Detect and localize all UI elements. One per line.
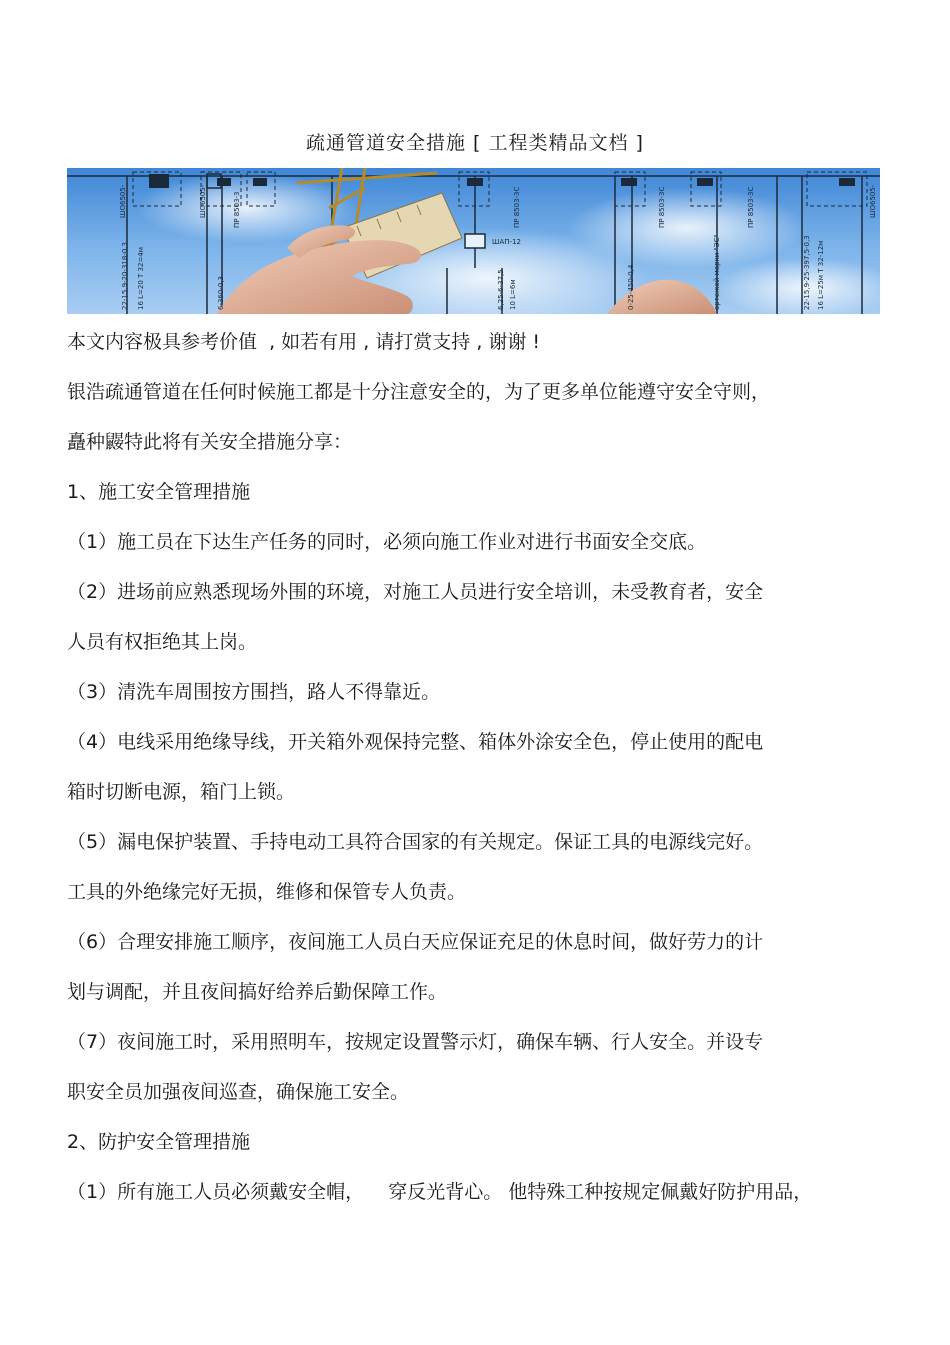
document-body bbox=[67, 326, 867, 1226]
blueprint-label: ПР 8503-3 bbox=[233, 191, 241, 228]
body-line: （7）夜间施工时，采用照明车，按规定设置警示灯，确保车辆、行人安全。并设专 bbox=[67, 1031, 764, 1053]
body-line: 人员有权拒绝其上岗。 bbox=[67, 631, 258, 653]
engineering-blueprint-image bbox=[67, 168, 880, 314]
banner-image bbox=[67, 168, 880, 314]
blueprint-label: ПР 8503-3С bbox=[658, 186, 666, 228]
body-line: （6）合理安排施工顺序，夜间施工人员白天应保证充足的休息时间，做好劳力的计 bbox=[67, 931, 764, 953]
blueprint-label: ШАП-12 bbox=[492, 238, 521, 246]
section-heading: 1、施工安全管理措施 bbox=[67, 481, 251, 503]
body-line: （2）进场前应熟悉现场外围的环境，对施工人员进行安全培训，未受教育者，安全 bbox=[67, 581, 764, 603]
blueprint-label: ШО6505- bbox=[199, 184, 207, 218]
blueprint-label: 0-25-450-0,4 bbox=[627, 264, 635, 310]
body-line: （3）清洗车周围按方围挡，路人不得靠近。 bbox=[67, 681, 441, 703]
body-line: 本文内容极具参考价值 , 如若有用 , 请打赏支持 , 谢谢 ! bbox=[67, 331, 541, 353]
blueprint-label: 10 L=6м bbox=[509, 279, 517, 310]
body-line: （4）电线采用绝缘导线，开关箱外观保持完整、箱体外涂安全色，停止使用的配电 bbox=[67, 731, 764, 753]
blueprint-label: ортежей марки "ЭС" bbox=[713, 234, 721, 310]
body-line: 职安全员加强夜间巡查，确保施工安全。 bbox=[67, 1081, 410, 1103]
blueprint-label: 6,25-6-37,5 bbox=[497, 269, 505, 310]
body-line: 划与调配，并且夜间搞好给养后勤保障工作。 bbox=[67, 981, 448, 1003]
blueprint-label: 22-15,9-25-397,5-0,3 bbox=[803, 235, 811, 310]
body-line: 工具的外绝缘完好无损，维修和保管专人负责。 bbox=[67, 881, 467, 903]
body-line: （1）所有施工人员必须戴安全帽， 穿反光背心。 他特殊工种按规定佩戴好防护用品， bbox=[67, 1181, 813, 1203]
document-title: 疏通管道安全措施 [ 工程类精品文档 ] bbox=[306, 132, 644, 154]
body-line: 银浩疏通管道在任何时候施工都是十分注意安全的，为了更多单位能遵守安全守则， bbox=[67, 381, 771, 403]
body-line: （5）漏电保护装置、手持电动工具符合国家的有关规定。保证工具的电源线完好。 bbox=[67, 831, 764, 853]
blueprint-label: ПР 8503-3С bbox=[747, 186, 755, 228]
body-line: 矗种鼹特此将有关安全措施分享： bbox=[67, 431, 353, 453]
blueprint-label: 6-360-0,3 bbox=[217, 276, 225, 310]
body-line: （1）施工员在下达生产任务的同时，必须向施工作业对进行书面安全交底。 bbox=[67, 531, 707, 553]
blueprint-label: 16 L=25м T 32-12м bbox=[817, 240, 825, 310]
blueprint-label: ШО6505- bbox=[869, 184, 877, 218]
blueprint-label: ШО6505- bbox=[119, 184, 127, 218]
blueprint-label: 16 L=20 T 32=4м bbox=[137, 246, 145, 310]
blueprint-label: 22-15,9-20-318-0,3 bbox=[121, 242, 129, 310]
body-line: 箱时切断电源，箱门上锁。 bbox=[67, 781, 296, 803]
section-heading: 2、防护安全管理措施 bbox=[67, 1131, 251, 1153]
blueprint-label: ПР 8503-3С bbox=[513, 186, 521, 228]
